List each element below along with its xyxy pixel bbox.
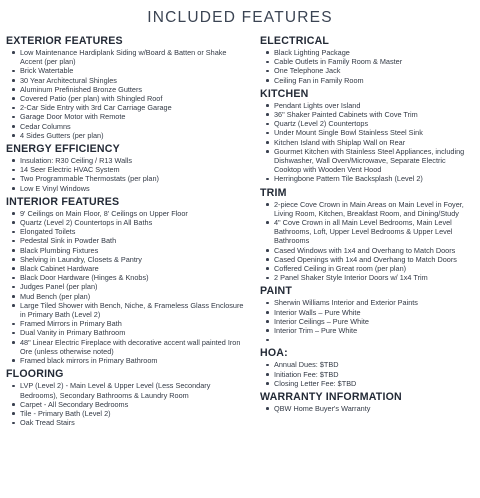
- section-trim: [260, 187, 472, 283]
- feature-list: [260, 200, 472, 283]
- feature-item: Framed black mirrors in Primary Bathroom: [12, 356, 246, 365]
- feature-item: Pendant Lights over Island: [266, 101, 472, 110]
- feature-item: 4 Sides Gutters (per plan): [12, 131, 246, 140]
- section-exterior-features: [6, 35, 246, 140]
- feature-item: Black Cabinet Hardware: [12, 264, 246, 273]
- feature-item: Sherwin Williams Interior and Exterior Paints: [266, 298, 472, 307]
- feature-item: Pedestal Sink in Powder Bath: [12, 236, 246, 245]
- feature-item: Brick Watertable: [12, 66, 246, 75]
- feature-item: Closing Letter Fee: $TBD: [266, 379, 472, 388]
- feature-list: [260, 360, 472, 388]
- feature-list: [6, 209, 246, 365]
- feature-item: Two Programmable Thermostats (per plan): [12, 174, 246, 183]
- feature-item: Ceiling Fan in Family Room: [266, 76, 472, 85]
- feature-item: QBW Home Buyer's Warranty: [266, 404, 472, 413]
- feature-item: Initiation Fee: $TBD: [266, 370, 472, 379]
- section-warranty-information: [260, 391, 472, 413]
- feature-item: 14 Seer Electric HVAC System: [12, 165, 246, 174]
- feature-item: 2-Car Side Entry with 3rd Car Carriage Garage: [12, 103, 246, 112]
- feature-item: Coffered Ceiling in Great room (per plan): [266, 264, 472, 273]
- section-hoa: [260, 347, 472, 388]
- feature-item: 30 Year Architectural Shingles: [12, 76, 246, 85]
- left-column: [6, 35, 246, 430]
- feature-item: Quartz (Level 2) Countertops: [266, 119, 472, 128]
- section-heading: HOA:: [260, 347, 288, 360]
- feature-item: Gourmet Kitchen with Stainless Steel Appliances, including Dishwasher, Wall Oven/Microwave, Separate Electric Cooktop with Wooden Vent Hood: [266, 147, 472, 175]
- section-heading: WARRANTY INFORMATION: [260, 391, 402, 404]
- feature-list: [260, 404, 472, 413]
- section-heading: ELECTRICAL: [260, 35, 330, 47]
- section-flooring: [6, 368, 246, 427]
- feature-item: Under Mount Single Bowl Stainless Steel Sink: [266, 128, 472, 137]
- section-heading: PAINT: [260, 285, 292, 298]
- feature-item: Framed Mirrors in Primary Bath: [12, 319, 246, 328]
- feature-item: Oak Tread Stairs: [12, 418, 246, 427]
- feature-item: Herringbone Pattern Tile Backsplash (Level 2): [266, 174, 472, 183]
- feature-item: One Telephone Jack: [266, 66, 472, 75]
- feature-item: Quartz (Level 2) Countertops in All Baths: [12, 218, 246, 227]
- feature-item: Black Lighting Package: [266, 48, 472, 57]
- section-paint: [260, 285, 472, 344]
- feature-item: Garage Door Motor with Remote: [12, 112, 246, 121]
- feature-item: 36" Shaker Painted Cabinets with Cove Trim: [266, 110, 472, 119]
- feature-list: [260, 101, 472, 184]
- feature-list: [6, 381, 246, 427]
- feature-item: Black Door Hardware (Hinges & Knobs): [12, 273, 246, 282]
- feature-item: 2 Panel Shaker Style Interior Doors w/ 1x4 Trim: [266, 273, 472, 282]
- section-heading: EXTERIOR FEATURES: [6, 35, 123, 47]
- feature-list: [260, 298, 472, 344]
- feature-item: LVP (Level 2) - Main Level & Upper Level (Less Secondary Bedrooms), Secondary Bathrooms & Laundry Room: [12, 381, 246, 399]
- feature-item: 4" Cove Crown in all Main Level Bedrooms, Main Level Bathrooms, Loft, Upper Level Bedrooms & Upper Level Bathrooms: [266, 218, 472, 246]
- columns: [6, 35, 474, 430]
- section-heading: FLOORING: [6, 368, 64, 381]
- feature-item: Aluminum Prefinished Bronze Gutters: [12, 85, 246, 94]
- feature-item: Interior Walls – Pure White: [266, 308, 472, 317]
- feature-item: Dual Vanity in Primary Bathroom: [12, 328, 246, 337]
- feature-item: Cased Windows with 1x4 and Overhang to Match Doors: [266, 246, 472, 255]
- feature-item: 2-piece Cove Crown in Main Areas on Main Level in Foyer, Living Room, Kitchen, Breakfast Room, and Dining/Study: [266, 200, 472, 218]
- feature-item: Interior Trim – Pure White: [266, 326, 472, 335]
- feature-list: [6, 156, 246, 193]
- feature-item: 48" Linear Electric Fireplace with decorative accent wall painted Iron Ore (unless otherwise noted): [12, 338, 246, 356]
- feature-item: Judges Panel (per plan): [12, 282, 246, 291]
- section-heading: INTERIOR FEATURES: [6, 195, 120, 208]
- page-title: INCLUDED FEATURES: [147, 9, 333, 26]
- feature-item: Shelving in Laundry, Closets & Pantry: [12, 255, 246, 264]
- feature-item: 9' Ceilings on Main Floor, 8' Ceilings on Upper Floor: [12, 209, 246, 218]
- section-kitchen: [260, 88, 472, 184]
- feature-item: Low E Vinyl Windows: [12, 184, 246, 193]
- feature-item: Carpet - All Secondary Bedrooms: [12, 400, 246, 409]
- feature-item: Covered Patio (per plan) with Shingled Roof: [12, 94, 246, 103]
- feature-item: Interior Ceilings – Pure White: [266, 317, 472, 326]
- feature-item: [266, 335, 472, 344]
- section-heading: ENERGY EFFICIENCY: [6, 143, 120, 156]
- section-heading: TRIM: [260, 186, 287, 199]
- feature-item: Elongated Toilets: [12, 227, 246, 236]
- feature-list: [260, 48, 472, 85]
- feature-item: Insulation: R30 Ceiling / R13 Walls: [12, 156, 246, 165]
- feature-item: Cased Openings with 1x4 and Overhang to Match Doors: [266, 255, 472, 264]
- section-interior-features: [6, 196, 246, 365]
- feature-item: Cedar Columns: [12, 122, 246, 131]
- section-heading: KITCHEN: [260, 87, 309, 100]
- feature-item: Annual Dues: $TBD: [266, 360, 472, 369]
- section-energy-efficiency: [6, 143, 246, 193]
- feature-item: Mud Bench (per plan): [12, 292, 246, 301]
- right-column: [260, 35, 472, 430]
- feature-item: Large Tiled Shower with Bench, Niche, & Frameless Glass Enclosure in Primary Bath (Level 2): [12, 301, 246, 319]
- feature-item: Black Plumbing Fixtures: [12, 246, 246, 255]
- feature-item: Low Maintenance Hardiplank Siding w/Board & Batten or Shake Accent (per plan): [12, 48, 246, 66]
- feature-item: Cable Outlets in Family Room & Master: [266, 57, 472, 66]
- feature-list: [6, 48, 246, 140]
- feature-item: Kitchen Island with Shiplap Wall on Rear: [266, 138, 472, 147]
- section-electrical: [260, 35, 472, 85]
- feature-item: Tile - Primary Bath (Level 2): [12, 409, 246, 418]
